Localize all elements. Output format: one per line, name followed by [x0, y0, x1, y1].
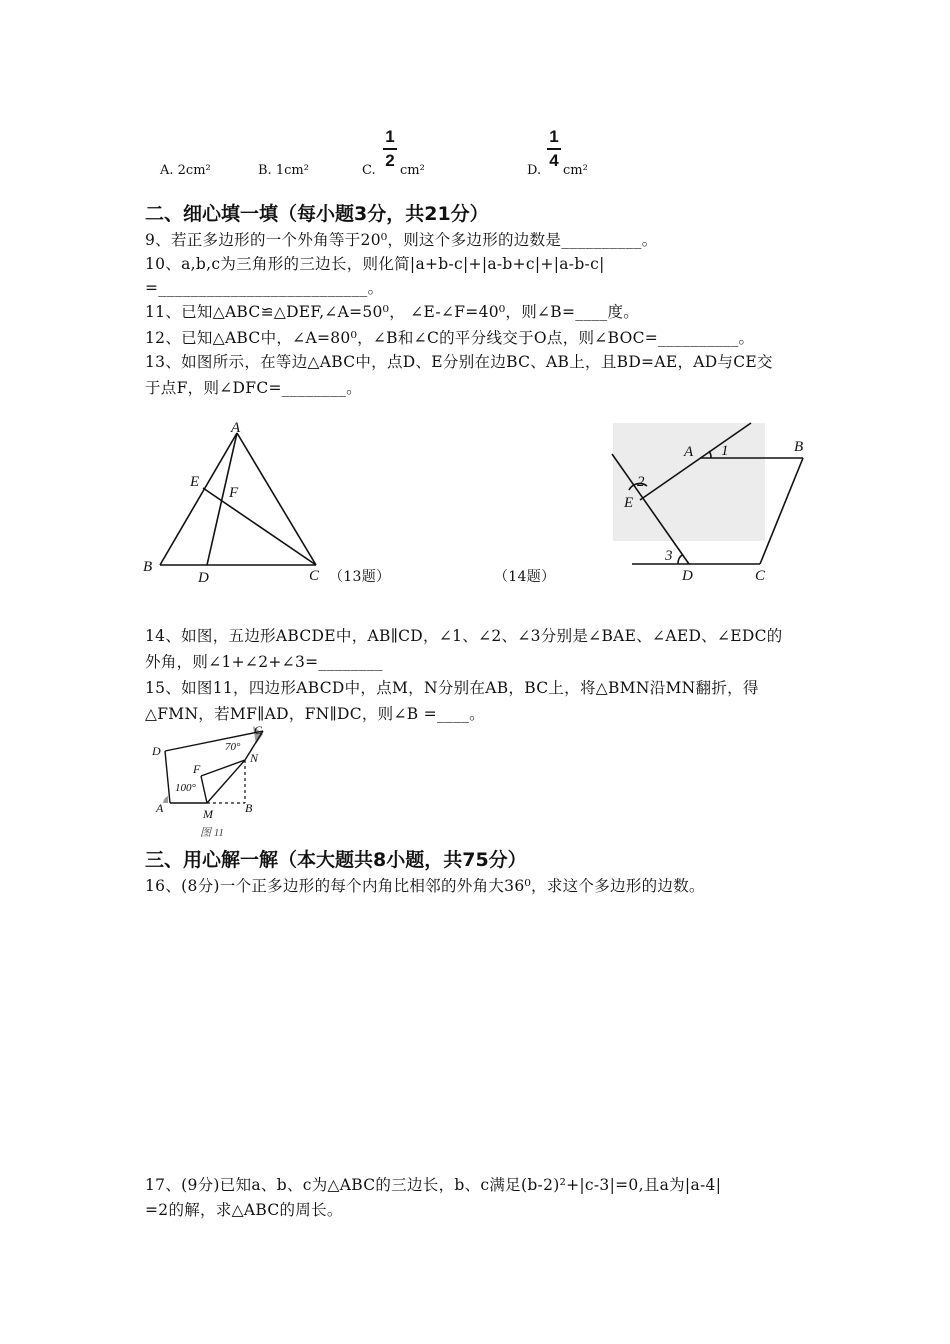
option-a: A. 2cm² [160, 163, 211, 178]
question-14-line2: 外角，则∠1+∠2+∠3=________ [145, 653, 383, 671]
question-15-line2: △FMN，若MF∥AD，FN∥DC，则∠B =____。 [145, 705, 485, 723]
fig14-label-a: A [684, 444, 694, 460]
fig13-label-f: F [229, 485, 239, 501]
fig11-label-b: B [245, 801, 253, 815]
option-c-label: C. [362, 163, 376, 178]
figure-11-quadrilateral [140, 718, 275, 843]
option-c-denominator: 2 [385, 151, 395, 170]
fig14-label-c: C [755, 568, 766, 584]
fig13-label-a: A [231, 420, 241, 436]
option-d-fraction [547, 127, 561, 171]
fig11-angle-70: 70° [225, 741, 241, 753]
question-11: 11、已知△ABC≌△DEF,∠A=50⁰， ∠E-∠F=40⁰，则∠B=____度。 [145, 303, 640, 321]
question-12: 12、已知△ABC中，∠A=80⁰，∠B和∠C的平分线交于O点，则∠BOC=__________。 [145, 329, 755, 347]
question-15-line1: 15、如图11，四边形ABCD中，点M，N分别在AB，BC上，将△BMN沿MN翻折，得 [145, 679, 759, 697]
fig14-label-2: 2 [637, 474, 645, 490]
fig14-shaded-background [613, 423, 765, 541]
option-d-label: D. [527, 163, 542, 178]
question-13-line2: 于点F，则∠DFC=________。 [145, 379, 362, 397]
question-14-line1: 14、如图，五边形ABCDE中，AB∥CD，∠1、∠2、∠3分别是∠BAE、∠AED、∠EDC的 [145, 627, 783, 645]
figure-14-pentagon [605, 415, 820, 590]
figure-13-triangle [140, 415, 350, 590]
question-10-line1: 10、a,b,c为三角形的三边长，则化简|a+b-c|+|a-b+c|+|a-b-c| [145, 255, 605, 273]
option-c-fraction [383, 127, 397, 171]
fig11-angle-100: 100° [175, 782, 196, 794]
question-9: 9、若正多边形的一个外角等于20⁰，则这个多边形的边数是__________。 [145, 231, 658, 249]
fig13-label-e: E [190, 474, 200, 490]
fig13-label-b: B [143, 559, 153, 575]
question-17-line1: 17、(9分)已知a、b、c为△ABC的三边长，b、c满足(b-2)²+|c-3|=0,且a为|a-4| [145, 1176, 722, 1194]
question-17-line2: =2的解，求△ABC的周长。 [145, 1201, 343, 1219]
fig13-label-d: D [198, 570, 209, 586]
fig11-label-a: A [156, 801, 164, 815]
fig11-label-d: D [152, 744, 161, 758]
fig14-label-e: E [624, 495, 634, 511]
question-13-line1: 13、如图所示，在等边△ABC中，点D、E分别在边BC、AB上，且BD=AE，AD与CE交 [145, 353, 773, 371]
question-10-line2: =__________________________。 [145, 279, 384, 297]
fig13-label-c: C [309, 568, 320, 584]
figure-13-caption: （13题） [329, 569, 391, 585]
fig14-label-3: 3 [665, 548, 673, 564]
question-16: 16、(8分)一个正多边形的每个内角比相邻的外角大36⁰，求这个多边形的边数。 [145, 877, 705, 895]
option-c-numerator: 1 [385, 127, 395, 146]
fig11-label-n: N [250, 751, 259, 765]
option-c-unit: cm² [400, 163, 425, 178]
section2-heading: 二、细心填一填（每小题3分，共21分） [145, 203, 489, 225]
fig14-label-b: B [794, 439, 804, 455]
option-d-unit: cm² [563, 163, 588, 178]
option-b: B. 1cm² [258, 163, 309, 178]
section3-heading: 三、用心解一解（本大题共8小题，共75分） [145, 849, 527, 871]
fig14-label-d: D [682, 568, 693, 584]
fig11-label-c: C [254, 723, 263, 737]
option-d-numerator: 1 [549, 127, 559, 146]
figure-14-caption: （14题） [494, 569, 556, 585]
fig11-caption: 图 11 [200, 827, 224, 839]
option-d-denominator: 4 [549, 151, 559, 170]
fig11-label-m: M [203, 807, 213, 821]
fig11-label-f: F [193, 762, 201, 776]
fig14-label-1: 1 [721, 443, 729, 459]
